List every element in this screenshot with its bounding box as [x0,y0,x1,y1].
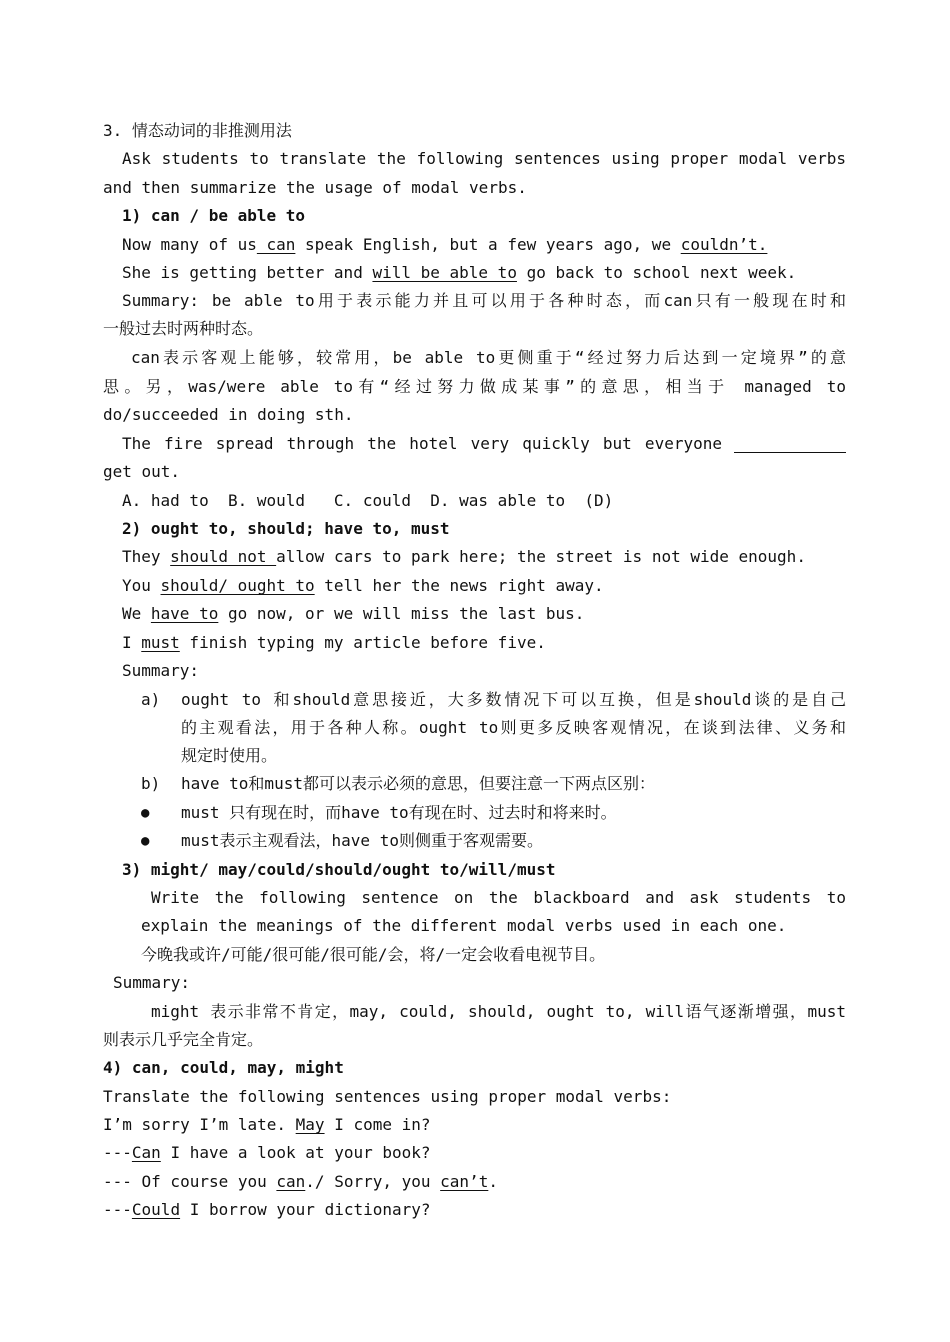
part2-example-3: We have to go now, or we will miss the last bus. [122,604,585,623]
part1-example-1: Now many of us can speak English, but a few years ago, we couldn’t. [122,235,768,254]
part3-summary-label: Summary: [113,973,191,992]
part2-title: 2) ought to, should; have to, must [122,519,450,538]
part4-title: 4) can, could, may, might [103,1058,344,1077]
part4-example-4: ---Could I borrow your dictionary? [103,1200,431,1219]
part1-question-1: The fire spread through the hotel very quickly but everyone [122,434,722,453]
part1-example-2: She is getting better and will be able to go back to school next week. [122,263,797,282]
part3-chinese-sentence: 今晚我或许/可能/很可能/很可能/会，将/一定会收看电视节目。 [141,945,606,964]
part1-note-3: do/succeeded in doing sth. [103,405,354,424]
part4-example-3: --- Of course you can./ Sorry, you can’t. [103,1172,498,1191]
part2-item-b-line-1: have to和must都可以表示必须的意思，但要注意一下两点区别： [181,774,655,793]
part2-bullet-1: must 只有现在时，而have to有现在时、过去时和将来时。 [181,803,617,822]
intro-line-2: and then summarize the usage of modal verbs. [103,178,527,197]
part3-instruction-1: Write the following sentence on the blackboard and ask students to [151,888,846,907]
part2-item-a-line-3: 规定时使用。 [181,746,278,765]
bullet-icon: ● [141,833,150,849]
part4-instruction: Translate the following sentences using proper modal verbs: [103,1087,672,1106]
part1-options: A. had to B. would C. could D. was able to (D) [122,491,614,510]
part3-summary-2: 则表示几乎完全肯定。 [103,1030,264,1049]
part1-summary-1: Summary: be able to用于表示能力并且可以用于各种时态，而can只有一般现在时和 [122,291,846,310]
part1-summary-2: 一般过去时两种时态。 [103,319,264,338]
part2-example-1: They should not allow cars to park here; the street is not wide enough. [122,547,806,566]
part3-title: 3) might/ may/could/should/ought to/will/must [122,860,556,879]
part1-note-2: 思。另，was/were able to有“经过努力做成某事”的意思，相当于 managed to [103,377,846,396]
part2-example-2: You should/ ought to tell her the news right away. [122,576,604,595]
part1-question-2: get out. [103,462,181,481]
part3-summary-1: might 表示非常不肯定，may, could, should, ought to, will语气逐渐增强，must [151,1002,846,1021]
part4-example-1: I’m sorry I’m late. May I come in? [103,1115,431,1134]
section-heading: 3. 情态动词的非推测用法 [103,121,292,140]
part2-example-4: I must finish typing my article before five. [122,633,546,652]
part2-bullet-2: must表示主观看法，have to则侧重于客观需要。 [181,831,543,850]
answer-blank [734,438,846,453]
part4-example-2: ---Can I have a look at your book? [103,1143,431,1162]
bullet-icon: ● [141,805,150,821]
part2-item-a-line-2: 的主观看法，用于各种人称。ought to则更多反映客观情况，在谈到法律、义务和 [181,718,846,737]
part1-note-1: can表示客观上能够，较常用，be able to更侧重于“经过努力后达到一定境界”的意 [131,348,846,367]
part1-title: 1) can / be able to [122,206,306,225]
intro-line-1: Ask students to translate the following sentences using proper modal verbs [122,149,846,168]
part2-item-a-label: a) [141,690,161,709]
part2-item-b-label: b) [141,774,161,793]
part2-item-a-line-1: ought to 和should意思接近，大多数情况下可以互换，但是should谈的是自己 [181,690,846,709]
part3-instruction-2: explain the meanings of the different modal verbs used in each one. [141,916,787,935]
part2-summary-label: Summary: [122,661,200,680]
